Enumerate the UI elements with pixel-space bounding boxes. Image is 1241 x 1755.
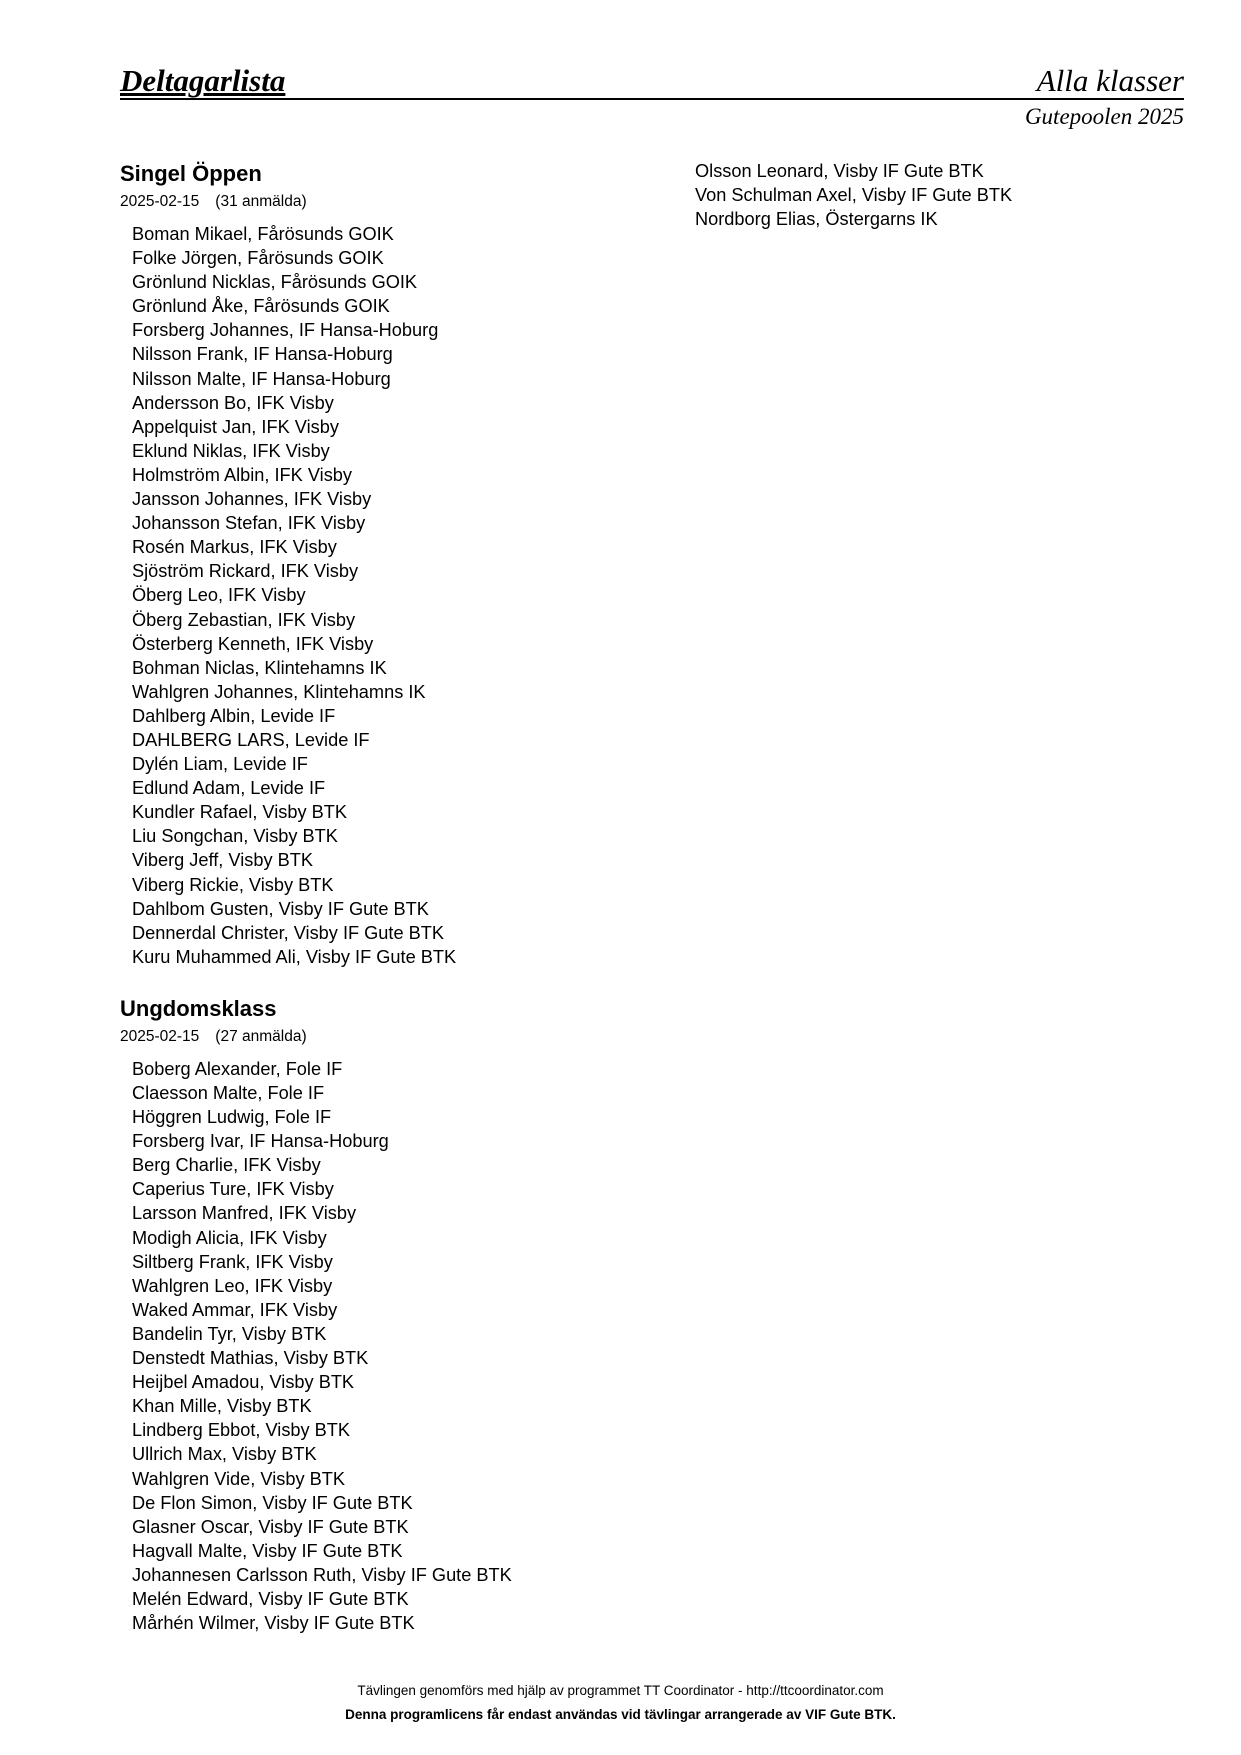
list-item: Melén Edward, Visby IF Gute BTK [132,1588,409,1609]
entry-list [120,1057,640,1635]
document-title: Deltagarlista [120,63,286,98]
list-item: Grönlund Åke, Fårösunds GOIK [132,296,390,317]
list-item: Edlund Adam, Levide IF [132,778,326,799]
list-item: Grönlund Nicklas, Fårösunds GOIK [132,272,418,293]
list-item: Nilsson Malte, IF Hansa-Hoburg [132,368,391,389]
list-item: Wahlgren Vide, Visby BTK [132,1468,345,1489]
left-column [120,160,640,1635]
class-date: 2025-02-15 [120,193,200,210]
list-item: DAHLBERG LARS, Levide IF [132,729,370,750]
list-item: Öberg Leo, IFK Visby [132,585,306,606]
list-item: Jansson Johannes, IFK Visby [132,489,372,510]
list-item: Caperius Ture, IFK Visby [132,1179,334,1200]
list-item: Dylén Liam, Levide IF [132,754,308,775]
right-column [695,159,1175,231]
list-item: Eklund Niklas, IFK Visby [132,440,330,461]
list-item: Mårhén Wilmer, Visby IF Gute BTK [132,1613,415,1634]
list-item: Holmström Albin, IFK Visby [132,464,352,485]
list-item: Folke Jörgen, Fårösunds GOIK [132,248,384,269]
list-item: De Flon Simon, Visby IF Gute BTK [132,1492,413,1513]
list-item: Khan Mille, Visby BTK [132,1396,312,1417]
list-item: Appelquist Jan, IFK Visby [132,416,339,437]
list-item: Höggren Ludwig, Fole IF [132,1107,332,1128]
list-item: Kundler Rafael, Visby BTK [132,802,347,823]
class-heading: Ungdomsklass [120,995,277,1021]
list-item: Nordborg Elias, Östergarns IK [695,209,938,230]
list-item: Bandelin Tyr, Visby BTK [132,1323,327,1344]
list-item: Siltberg Frank, IFK Visby [132,1251,333,1272]
title-row [120,62,1184,100]
list-item: Glasner Oscar, Visby IF Gute BTK [132,1516,409,1537]
list-item: Berg Charlie, IFK Visby [132,1155,321,1176]
class-section-ungdomsklass [120,995,640,1635]
list-item: Claesson Malte, Fole IF [132,1083,325,1103]
list-item: Viberg Jeff, Visby BTK [132,850,313,871]
event-name: Gutepoolen 2025 [1024,104,1184,129]
list-item: Österberg Kenneth, IFK Visby [132,633,374,654]
footer-software-note: Tävlingen genomförs med hjälp av programmet TT Coordinator - http://ttcoordinator.com [357,1683,884,1698]
list-item: Bohman Niclas, Klintehamns IK [132,657,387,678]
list-item: Viberg Rickie, Visby BTK [132,874,334,895]
list-item: Sjöström Rickard, IFK Visby [132,561,359,582]
list-item: Larsson Manfred, IFK Visby [132,1203,357,1224]
list-item: Wahlgren Leo, IFK Visby [132,1275,333,1296]
list-item: Heijbel Amadou, Visby BTK [132,1372,355,1393]
list-item: Liu Songchan, Visby BTK [132,826,338,847]
list-item: Hagvall Malte, Visby IF Gute BTK [132,1540,403,1561]
list-item: Waked Ammar, IFK Visby [132,1299,338,1320]
entry-list [120,222,640,969]
class-count: (27 anmälda) [215,1027,307,1045]
list-item: Boman Mikael, Fårösunds GOIK [132,224,394,244]
list-item: Modigh Alicia, IFK Visby [132,1227,327,1248]
list-item: Forsberg Johannes, IF Hansa-Hoburg [132,320,439,341]
list-item: Von Schulman Axel, Visby IF Gute BTK [695,185,1013,206]
list-item: Denstedt Mathias, Visby BTK [132,1348,369,1369]
list-item: Dahlberg Albin, Levide IF [132,705,336,726]
class-heading: Singel Öppen [120,161,262,186]
list-item: Nilsson Frank, IF Hansa-Hoburg [132,344,393,365]
list-item: Andersson Bo, IFK Visby [132,392,334,413]
list-item: Johansson Stefan, IFK Visby [132,513,366,534]
list-item: Kuru Muhammed Ali, Visby IF Gute BTK [132,946,457,967]
list-item: Olsson Leonard, Visby IF Gute BTK [695,161,984,181]
class-section-singel-oppen [120,160,640,969]
page-header [120,62,1184,130]
list-item: Wahlgren Johannes, Klintehamns IK [132,681,426,702]
list-item: Lindberg Ebbot, Visby BTK [132,1420,351,1441]
list-item: Dennerdal Christer, Visby IF Gute BTK [132,922,445,943]
class-meta [120,192,640,212]
document-scope: Alla klasser [1036,63,1184,98]
entry-list-continued [695,159,1175,231]
class-date: 2025-02-15 [120,1027,200,1045]
list-item: Dahlbom Gusten, Visby IF Gute BTK [132,898,429,919]
list-item: Öberg Zebastian, IFK Visby [132,609,356,630]
list-item: Boberg Alexander, Fole IF [132,1058,343,1079]
class-count: (31 anmälda) [215,193,307,210]
list-item: Rosén Markus, IFK Visby [132,537,337,558]
list-item: Johannesen Carlsson Ruth, Visby IF Gute BTK [132,1564,512,1585]
list-item: Ullrich Max, Visby BTK [132,1444,317,1465]
list-item: Forsberg Ivar, IF Hansa-Hoburg [132,1131,389,1152]
footer-license-note: Denna programlicens får endast användas vid tävlingar arrangerade av VIF Gute BTK. [345,1707,896,1722]
class-meta [120,1027,640,1047]
